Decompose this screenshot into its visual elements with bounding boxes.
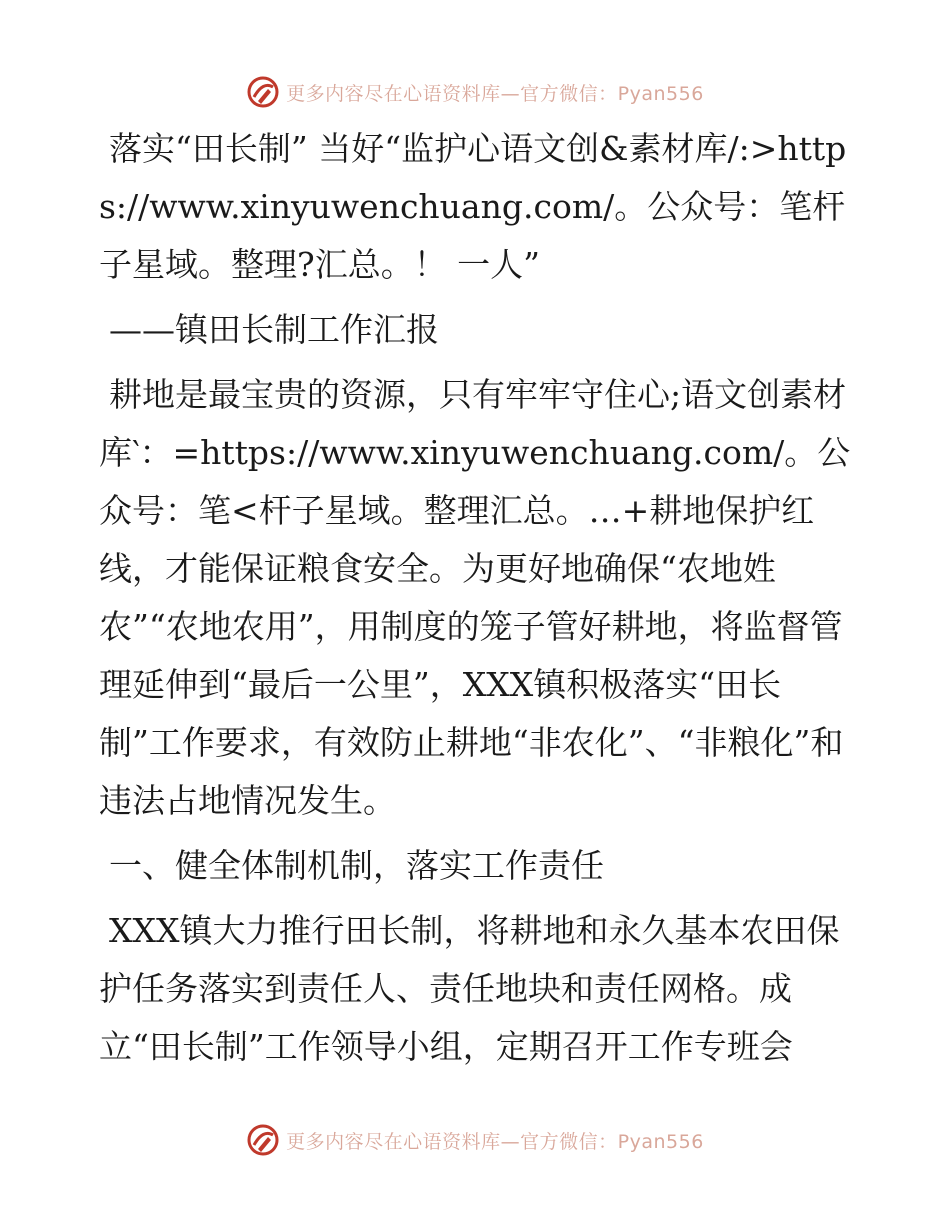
header-watermark [0,70,950,114]
watermark-text: 更多内容尽在心语资料库—官方微信：Pyan556 [286,1130,704,1153]
subtitle: ——镇田长制工作汇报 [109,310,439,349]
pen-logo-icon [246,75,280,109]
title-line: 落实“田长制” 当好“监护心语文创&素材库/:>https://www.xinyuwenchuang.com/。公众号：笔杆子星域。整理?汇总。！ 一人” [99,129,847,284]
intro-paragraph: 耕地是最宝贵的资源，只有牢牢守住心;语文创素材库‵：=https://www.xinyuwenchuang.com/。公众号：笔<杆子星域。整理汇总。…+耕地保护红线，才能保证粮食安全。为更好地确保“农地姓农”“农地农用”，用制度的笼子管好耕地，将监督管理延伸到“最后一公里”，XXX镇积极落实“田长制”工作要求，有效防止耕地“非农化”、“非粮化”和违法占地情况发生。 [99,375,851,820]
watermark-text: 更多内容尽在心语资料库—官方微信：Pyan556 [286,82,704,105]
section-body: XXX镇大力推行田长制，将耕地和永久基本农田保护任务落实到责任人、责任地块和责任网格。成立“田长制”工作领导小组，定期召开工作专班会 [99,911,840,1066]
pen-logo-icon [246,1123,280,1157]
document-body [99,120,854,1083]
section-heading: 一、健全体制机制，落实工作责任 [109,846,604,885]
footer-watermark [0,1118,950,1162]
